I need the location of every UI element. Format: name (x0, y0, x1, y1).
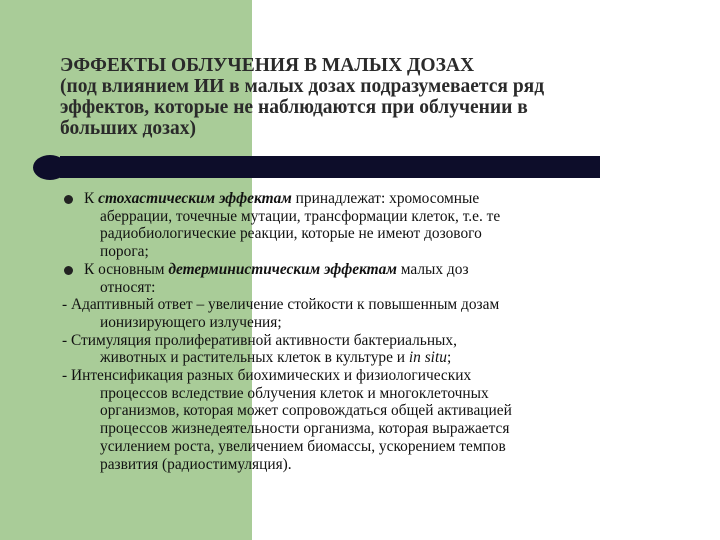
title-divider-bar (60, 156, 600, 178)
text-line: развития (радиостимуляция). (100, 455, 292, 473)
bullet-dot-icon (64, 266, 73, 275)
text-line: - Адаптивный ответ – увеличение стойкости к повышенным дозам (62, 296, 500, 314)
text-line: усилением роста, увеличением биомассы, ускорением темпов (100, 437, 506, 455)
dash-item-proliferation (62, 332, 682, 367)
emphasis-term: in situ (408, 349, 447, 367)
text-line: организмов, которая может сопровождаться общей активацией (100, 402, 512, 420)
text-line: - Стимуляция пролиферативной активности бактериальных, (62, 331, 457, 349)
text-line: порога; (100, 243, 149, 261)
dash-item-adaptive-response (62, 296, 682, 331)
title-line: (под влиянием ИИ в малых дозах подразумевается ряд (60, 76, 545, 97)
dash-item-intensification (62, 367, 682, 473)
bullet-deterministic (62, 261, 682, 296)
title-line: эффектов, которые не наблюдаются при облучении в (60, 97, 528, 118)
text-line: аберрации, точечные мутации, трансформации клеток, т.е. те (100, 207, 501, 225)
title-line: ЭФФЕКТЫ ОБЛУЧЕНИЯ В МАЛЫХ ДОЗАХ (60, 55, 475, 76)
text-line: процессов вследствие облучения клеток и многоклеточных (100, 384, 489, 402)
text-line: ионизирующего излучения; (100, 313, 282, 331)
text-line: животных и растительных клеток в культуре и in situ; (100, 349, 452, 367)
emphasis-term: стохастическим эффектам (98, 190, 292, 207)
text-line: процессов жизнедеятельности организма, которая выражается (100, 420, 510, 438)
slide-title (60, 55, 670, 139)
text-line: К стохастическим эффектам принадлежат: хромосомные (84, 190, 480, 207)
text-line: - Интенсификация разных биохимических и физиологических (62, 367, 472, 385)
emphasis-term: детерминистическим эффектам (168, 260, 397, 278)
text-line: относят: (100, 278, 156, 296)
title-line: больших дозах) (60, 118, 197, 139)
slide-body (62, 190, 682, 473)
bullet-stochastic (62, 190, 682, 261)
bullet-dot-icon (64, 195, 73, 204)
text-line: К основным детерминистическим эффектам малых доз (84, 260, 469, 278)
text-line: радиобиологические реакции, которые не имеют дозового (100, 225, 482, 243)
